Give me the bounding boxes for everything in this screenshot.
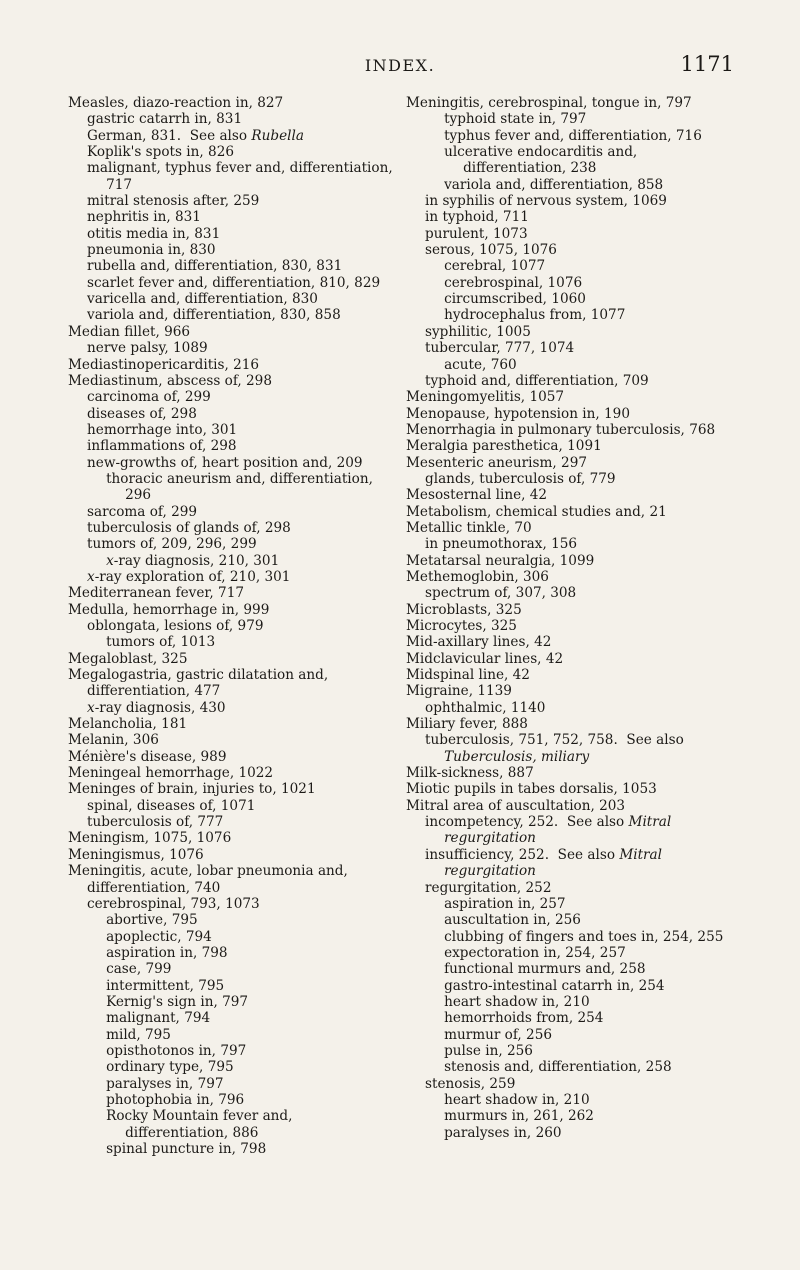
index-entry: [444, 275, 736, 291]
index-entry-text: clubbing of fingers and toes in, 254, 255: [444, 928, 724, 945]
index-entry: [68, 847, 393, 863]
index-entry: [444, 912, 736, 928]
index-entry-text: Koplik's spots in, 826: [87, 144, 234, 161]
index-entry: [425, 340, 736, 356]
index-entry: [425, 226, 736, 242]
index-entry: [406, 389, 736, 405]
index-entry: [87, 111, 393, 127]
index-entry-text: Measles, diazo-reaction in, 827: [68, 95, 284, 111]
index-entry: [87, 504, 393, 520]
index-entry-text: varicella and, differentiation, 830: [87, 291, 318, 308]
index-entry-text: cerebral, 1077: [444, 258, 546, 275]
index-entry-text: case, 799: [106, 961, 172, 978]
index-entry: [87, 258, 393, 274]
index-entry: [406, 520, 736, 536]
index-entry-text: malignant, 794: [106, 1010, 211, 1027]
index-entry-text: cerebrospinal, 1076: [444, 274, 583, 291]
index-entry-text: malignant, typhus fever and, differentiation, 717: [87, 160, 397, 193]
index-entry-text: auscultation in, 256: [444, 912, 581, 929]
index-entry-text: acute, 760: [444, 356, 517, 373]
index-entry: [106, 634, 393, 650]
index-entry: [425, 242, 736, 258]
index-entry-text: Mediastinopericarditis, 216: [68, 356, 260, 373]
index-entry: [444, 258, 736, 274]
index-entry: [87, 144, 393, 160]
index-entry: [406, 651, 736, 667]
index-entry: [87, 128, 393, 144]
index-entry: [406, 602, 736, 618]
index-entry: [425, 585, 736, 601]
index-entry-text: murmurs in, 261, 262: [444, 1108, 594, 1125]
index-entry: [425, 209, 736, 225]
index-entry-text: stenosis, 259: [425, 1075, 516, 1092]
index-entry: [68, 585, 393, 601]
index-entry-text: insufficiency, 252. See also Mitral regurgitation: [425, 846, 667, 880]
index-entry-text: heart shadow in, 210: [444, 1091, 590, 1108]
index-entry: [106, 1010, 393, 1026]
index-entry-text: intermittent, 795: [106, 977, 225, 994]
index-entry: [406, 95, 736, 111]
index-entry-text: new-growths of, heart position and, 209: [87, 454, 363, 471]
index-entry: [425, 536, 736, 552]
index-entry: [68, 324, 393, 340]
index-entry-text: Melanin, 306: [68, 732, 159, 749]
index-entry: [68, 651, 393, 667]
index-entry: [406, 487, 736, 503]
index-entry-text: circumscribed, 1060: [444, 291, 586, 308]
index-entry: [87, 291, 393, 307]
index-entry-text: Microcytes, 325: [406, 618, 517, 634]
index-entry-text: Meralgia paresthetica, 1091: [406, 438, 602, 455]
index-entry: [106, 1092, 393, 1108]
index-entry: [87, 307, 393, 323]
index-entry-text: Megalogastria, gastric dilatation and, differentiation, 477: [68, 667, 333, 700]
index-entry-text: tumors of, 1013: [106, 634, 216, 651]
index-entry-text: Rocky Mountain fever and, differentiation, 886: [106, 1108, 297, 1141]
index-entry-text: Metatarsal neuralgia, 1099: [406, 552, 595, 569]
index-entry: [87, 160, 397, 193]
index-entry: [444, 1108, 736, 1124]
index-entry: [425, 373, 736, 389]
index-entry-text: hemorrhage into, 301: [87, 421, 238, 438]
index-entry-text: pulse in, 256: [444, 1042, 533, 1059]
index-entry-text: Meningism, 1075, 1076: [68, 830, 232, 847]
index-entry: [406, 634, 736, 650]
index-entry: [444, 144, 736, 177]
index-entry-text: photophobia in, 796: [106, 1091, 245, 1108]
index-entry: [425, 814, 736, 847]
index-entry-text: typhoid and, differentiation, 709: [425, 372, 649, 389]
index-entry-text: Methemoglobin, 306: [406, 568, 549, 585]
index-entry-text: opisthotonos in, 797: [106, 1042, 247, 1059]
index-entry: [406, 683, 736, 699]
index-entry: [106, 471, 393, 504]
index-entry: [444, 128, 736, 144]
index-entry: [106, 961, 393, 977]
index-entry-text: aspiration in, 257: [444, 895, 566, 912]
index-entry-text: Miliary fever, 888: [406, 716, 528, 733]
index-entry: [106, 978, 393, 994]
index-entry: [444, 291, 736, 307]
index-entry-text: serous, 1075, 1076: [425, 242, 557, 259]
index-entry: [425, 880, 736, 896]
index-entry: [444, 1027, 736, 1043]
index-entry: [406, 618, 736, 634]
index-entry-text: Median fillet, 966: [68, 323, 191, 340]
index-entry: [444, 945, 736, 961]
index-entry: [444, 1059, 736, 1075]
index-entry: [106, 994, 393, 1010]
index-entry: [87, 438, 393, 454]
index-entry-text: cerebrospinal, 793, 1073: [87, 895, 260, 912]
index-entry: [425, 700, 736, 716]
index-entry: [87, 193, 393, 209]
index-entry-text: tuberculosis of glands of, 298: [87, 519, 291, 536]
index-entry: [87, 520, 393, 536]
index-entry-text: typhus fever and, differentiation, 716: [444, 127, 702, 144]
index-entry: [87, 798, 393, 814]
index-entry: [68, 765, 393, 781]
index-entry: [106, 553, 393, 569]
index-entry-text: otitis media in, 831: [87, 225, 221, 242]
index-entry-text: tuberculosis, 751, 752, 758. See also Tuberculosis, miliary: [425, 732, 689, 765]
index-entry: [87, 389, 393, 405]
index-entry-text: Midspinal line, 42: [406, 667, 530, 684]
index-entry-text: Meningismus, 1076: [68, 846, 204, 863]
index-entry: [444, 111, 736, 127]
index-entry-text: oblongata, lesions of, 979: [87, 618, 264, 634]
index-entry-text: tuberculosis of, 777: [87, 814, 224, 831]
index-entry-text: Meningitis, acute, lobar pneumonia and, differentiation, 740: [68, 863, 353, 896]
index-entry: [444, 357, 736, 373]
index-entry: [406, 438, 736, 454]
index-entry-text: diseases of, 298: [87, 405, 197, 422]
index-entry: [444, 978, 736, 994]
index-entry: [406, 667, 736, 683]
index-entry-text: Metabolism, chemical studies and, 21: [406, 503, 667, 520]
index-entry-text: ophthalmic, 1140: [425, 699, 546, 716]
index-entry-text: x-ray exploration of, 210, 301: [87, 568, 291, 585]
index-entry: [87, 618, 393, 634]
index-entry-text: German, 831. See also Rubella: [87, 127, 304, 144]
index-entry-text: regurgitation, 252: [425, 879, 552, 896]
index-entry-text: typhoid state in, 797: [444, 111, 587, 128]
index-entry: [106, 1027, 393, 1043]
index-entry-text: Mitral area of auscultation, 203: [406, 797, 626, 814]
index-entry-text: Miotic pupils in tabes dorsalis, 1053: [406, 781, 657, 798]
index-entry-text: variola and, differentiation, 858: [444, 176, 664, 193]
index-entry-text: x-ray diagnosis, 430: [87, 699, 226, 716]
index-entry: [444, 1010, 736, 1026]
index-entry-text: gastro-intestinal catarrh in, 254: [444, 977, 665, 994]
index-entry-text: pneumonia in, 830: [87, 242, 216, 259]
running-head: INDEX.: [364, 56, 436, 75]
index-entry-text: Meninges of brain, injuries to, 1021: [68, 781, 316, 798]
index-entry-text: syphilitic, 1005: [425, 323, 531, 340]
index-entry-text: purulent, 1073: [425, 225, 528, 242]
index-entry-text: Melancholia, 181: [68, 716, 188, 733]
index-entry-text: thoracic aneurism and, differentiation, 296: [106, 470, 378, 504]
index-entry-text: Kernig's sign in, 797: [106, 993, 249, 1010]
index-entry: [68, 732, 393, 748]
index-entry-text: sarcoma of, 299: [87, 503, 198, 520]
page-header: [0, 52, 800, 84]
index-column-right: [406, 95, 736, 1141]
index-entry-text: Menopause, hypotension in, 190: [406, 405, 630, 422]
index-entry: [106, 1108, 393, 1141]
index-entry-text: mild, 795: [106, 1026, 171, 1043]
index-entry-text: spinal puncture in, 798: [106, 1141, 267, 1157]
index-entry: [87, 814, 393, 830]
index-entry-text: Midclavicular lines, 42: [406, 650, 564, 667]
index-entry: [406, 716, 736, 732]
page-number: 1171: [680, 52, 734, 76]
index-entry: [406, 422, 736, 438]
index-entry-text: mitral stenosis after, 259: [87, 193, 260, 210]
index-entry-text: Ménière's disease, 989: [68, 748, 227, 765]
index-entry-text: ordinary type, 795: [106, 1059, 234, 1076]
index-entry: [406, 781, 736, 797]
index-entry-text: nerve palsy, 1089: [87, 340, 208, 357]
index-entry-text: in syphilis of nervous system, 1069: [425, 193, 667, 210]
index-entry: [87, 536, 393, 552]
index-entry-text: Metallic tinkle, 70: [406, 519, 532, 536]
index-entry: [425, 324, 736, 340]
index-entry: [87, 340, 393, 356]
index-entry-text: apoplectic, 794: [106, 928, 212, 945]
index-entry-text: Meningitis, cerebrospinal, tongue in, 797: [406, 95, 692, 111]
index-entry: [444, 177, 736, 193]
index-entry: [68, 95, 393, 111]
index-entry-text: Meningomyelitis, 1057: [406, 389, 565, 406]
index-entry: [68, 373, 393, 389]
index-entry-text: hemorrhoids from, 254: [444, 1010, 604, 1027]
index-entry-text: Menorrhagia in pulmonary tuberculosis, 768: [406, 421, 716, 438]
index-entry: [87, 455, 393, 471]
index-entry: [68, 667, 393, 700]
index-entry: [68, 781, 393, 797]
index-entry-text: spectrum of, 307, 308: [425, 585, 577, 602]
index-entry: [425, 847, 736, 880]
index-entry: [106, 1043, 393, 1059]
index-entry: [444, 929, 736, 945]
index-entry-text: stenosis and, differentiation, 258: [444, 1059, 672, 1076]
index-entry: [87, 209, 393, 225]
index-column-left: [68, 95, 397, 1157]
index-entry: [406, 455, 736, 471]
index-entry: [444, 896, 736, 912]
index-entry: [68, 602, 393, 618]
index-entry-text: aspiration in, 798: [106, 944, 228, 961]
index-entry-text: Mid-axillary lines, 42: [406, 634, 552, 651]
index-entry: [87, 226, 393, 242]
index-entry-text: Migraine, 1139: [406, 683, 512, 700]
index-entry: [425, 193, 736, 209]
index-entry-text: functional murmurs and, 258: [444, 961, 646, 978]
index-entry-text: Megaloblast, 325: [68, 650, 188, 667]
index-entry: [444, 1125, 736, 1141]
index-entry-text: tubercular, 777, 1074: [425, 340, 575, 357]
index-entry-text: tumors of, 209, 296, 299: [87, 536, 257, 553]
index-entry: [406, 504, 736, 520]
index-entry: [106, 929, 393, 945]
index-entry: [406, 569, 736, 585]
index-entry-text: nephritis in, 831: [87, 209, 201, 226]
index-entry: [87, 406, 393, 422]
index-entry-text: Mesosternal line, 42: [406, 487, 548, 504]
index-entry-text: gastric catarrh in, 831: [87, 111, 243, 128]
index-entry: [406, 765, 736, 781]
index-entry: [106, 945, 393, 961]
index-entry: [87, 275, 393, 291]
index-entry-text: hydrocephalus from, 1077: [444, 307, 626, 324]
index-entry: [68, 357, 393, 373]
index-entry: [87, 700, 393, 716]
index-entry-text: Medulla, hemorrhage in, 999: [68, 601, 270, 618]
index-entry-text: paralyses in, 797: [106, 1075, 224, 1092]
index-entry-text: incompetency, 252. See also Mitral regurgitation: [425, 814, 676, 847]
index-entry-text: Microblasts, 325: [406, 601, 522, 618]
index-entry-text: inflammations of, 298: [87, 438, 237, 455]
index-entry: [425, 471, 736, 487]
index-entry: [444, 961, 736, 977]
index-entry: [444, 994, 736, 1010]
index-entry-text: murmur of, 256: [444, 1026, 553, 1043]
index-entry: [87, 242, 393, 258]
index-entry-text: glands, tuberculosis of, 779: [425, 470, 616, 487]
index-entry: [444, 1043, 736, 1059]
index-entry-text: Mesenteric aneurism, 297: [406, 454, 587, 471]
index-entry: [87, 422, 393, 438]
index-entry: [406, 406, 736, 422]
index-entry: [68, 863, 393, 896]
index-entry-text: Mediterranean fever, 717: [68, 585, 244, 602]
index-entry-text: ulcerative endocarditis and, differentiation, 238: [444, 144, 642, 177]
index-entry: [68, 830, 393, 846]
index-entry: [106, 912, 393, 928]
index-entry: [87, 896, 393, 912]
index-entry: [444, 1092, 736, 1108]
index-entry: [106, 1059, 393, 1075]
index-entry: [68, 716, 393, 732]
index-entry-text: Meningeal hemorrhage, 1022: [68, 765, 274, 782]
index-entry-text: expectoration in, 254, 257: [444, 944, 626, 961]
index-entry: [106, 1141, 393, 1157]
index-entry: [68, 749, 393, 765]
index-entry-text: rubella and, differentiation, 830, 831: [87, 258, 343, 275]
index-entry: [87, 569, 393, 585]
index-entry-text: in typhoid, 711: [425, 209, 529, 226]
index-entry-text: spinal, diseases of, 1071: [87, 797, 256, 814]
index-entry-text: Milk-sickness, 887: [406, 765, 534, 782]
index-entry-text: carcinoma of, 299: [87, 389, 211, 406]
index-entry-text: variola and, differentiation, 830, 858: [87, 307, 341, 324]
index-entry-text: paralyses in, 260: [444, 1124, 562, 1141]
index-entry: [406, 553, 736, 569]
index-entry-text: scarlet fever and, differentiation, 810, 829: [87, 274, 381, 291]
index-entry-text: Mediastinum, abscess of, 298: [68, 372, 272, 389]
index-entry-text: abortive, 795: [106, 912, 198, 929]
index-entry-text: in pneumothorax, 156: [425, 536, 578, 553]
index-entry-text: x-ray diagnosis, 210, 301: [106, 552, 280, 569]
index-entry: [106, 1076, 393, 1092]
index-entry: [425, 732, 736, 765]
index-entry: [444, 307, 736, 323]
index-entry: [425, 1076, 736, 1092]
index-entry-text: heart shadow in, 210: [444, 993, 590, 1010]
index-entry: [406, 798, 736, 814]
